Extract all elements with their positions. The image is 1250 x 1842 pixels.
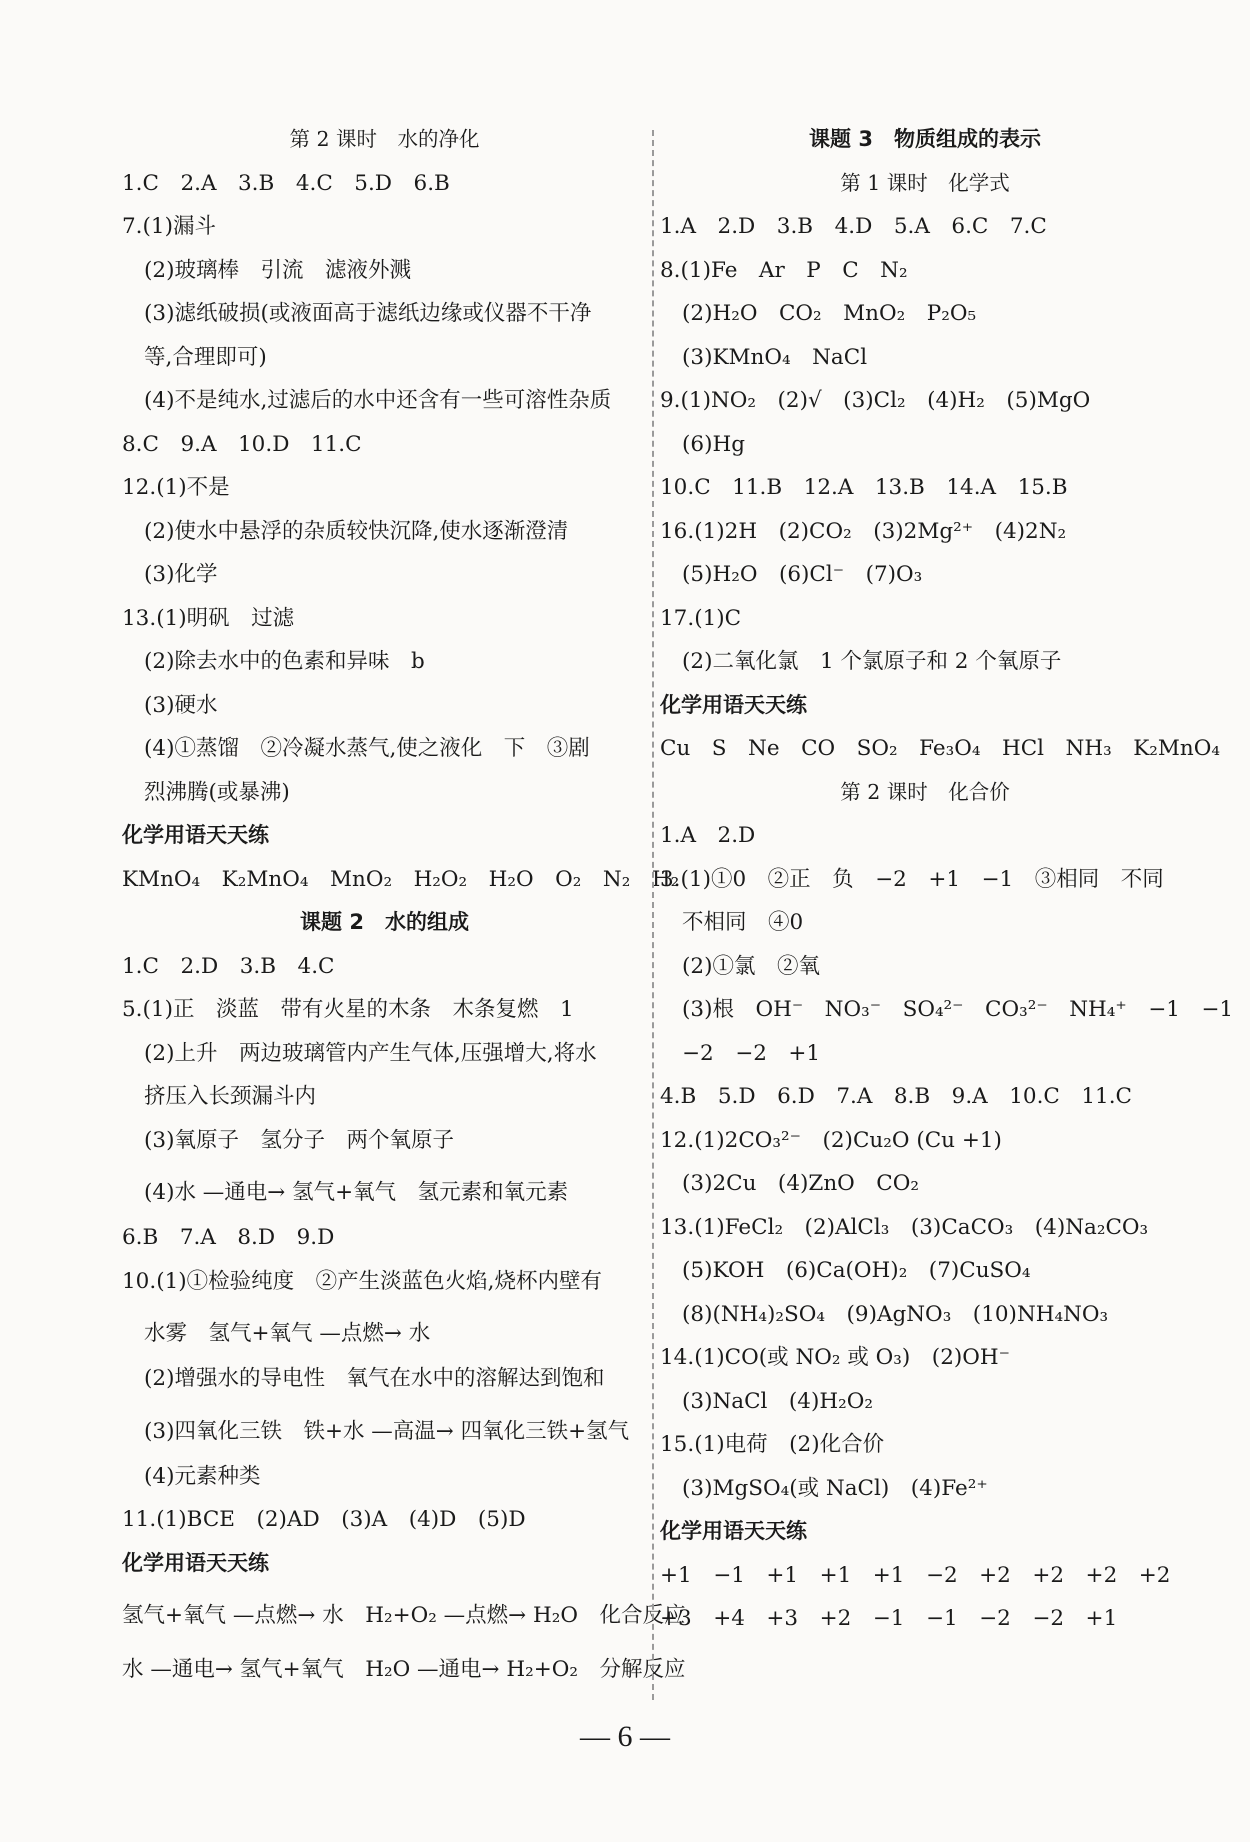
answer-13-4a: (4)①蒸馏 ②冷凝水蒸气,使之液化 下 ③剧 bbox=[144, 736, 590, 761]
answer-10-1b: 水雾 氢气+氧气 —点燃→ 水 bbox=[144, 1321, 431, 1346]
r2-answer-3-2: (2)①氯 ②氧 bbox=[682, 953, 820, 979]
right-column bbox=[660, 118, 1234, 1641]
answer-5-2a: (2)上升 两边玻璃管内产生气体,压强增大,将水 bbox=[144, 1040, 597, 1066]
answer-7-3b: 等,合理即可) bbox=[144, 344, 267, 370]
r-answer-9b: (6)Hg bbox=[682, 431, 745, 457]
left-practice-eq-1: 氢气+氧气 —点燃→ 水 H₂+O₂ —点燃→ H₂O 化合反应 bbox=[122, 1603, 686, 1628]
answer-7-3a: (3)滤纸破损(或液面高于滤纸边缘或仪器不干净 bbox=[144, 301, 592, 326]
answer-10-2: (2)增强水的导电性 氧气在水中的溶解达到饱和 bbox=[144, 1366, 605, 1391]
topic-2-answers-1-4: 1.C 2.D 3.B 4.C bbox=[122, 953, 335, 979]
topic-3-heading: 课题 3 物质组成的表示 bbox=[809, 127, 1041, 151]
r2-answer-13a: 13.(1)FeCl₂ (2)AlCl₃ (3)CaCO₃ (4)Na₂CO₃ bbox=[660, 1214, 1149, 1240]
answers-1-6: 1.C 2.A 3.B 4.C 5.D 6.B bbox=[122, 170, 450, 196]
right-lesson-1-heading: 第 1 课时 化学式 bbox=[840, 170, 1010, 195]
r2-answer-15b: (3)MgSO₄(或 NaCl) (4)Fe²⁺ bbox=[682, 1475, 988, 1501]
left-column bbox=[122, 118, 686, 1693]
answer-10-3: (3)四氧化三铁 铁+水 —高温→ 四氧化三铁+氢气 bbox=[144, 1418, 630, 1444]
answer-11: 11.(1)BCE (2)AD (3)A (4)D (5)D bbox=[122, 1507, 526, 1532]
r2-answer-13c: (8)(NH₄)₂SO₄ (9)AgNO₃ (10)NH₄NO₃ bbox=[682, 1301, 1109, 1327]
answer-5-3: (3)氧原子 氢分子 两个氧原子 bbox=[144, 1127, 454, 1153]
answer-12-1: 12.(1)不是 bbox=[122, 475, 230, 500]
column-divider bbox=[652, 130, 654, 1700]
left-practice-formulas-1: KMnO₄ K₂MnO₄ MnO₂ H₂O₂ H₂O O₂ N₂ H₂ bbox=[122, 866, 680, 892]
r-answers-1-7: 1.A 2.D 3.B 4.D 5.A 6.C 7.C bbox=[660, 214, 1047, 239]
r2-answer-3-3a: (3)根 OH⁻ NO₃⁻ SO₄²⁻ CO₃²⁻ NH₄⁺ −1 −1 bbox=[682, 997, 1234, 1022]
right-lesson-2-heading: 第 2 课时 化合价 bbox=[840, 779, 1010, 804]
left-practice-eq-2: 水 —通电→ 氢气+氧气 H₂O —通电→ H₂+O₂ 分解反应 bbox=[122, 1657, 686, 1682]
page-number: — 6 — bbox=[580, 1720, 670, 1753]
answer-10-4: (4)元素种类 bbox=[144, 1463, 261, 1489]
r2-answer-13b: (5)KOH (6)Ca(OH)₂ (7)CuSO₄ bbox=[682, 1258, 1031, 1283]
answer-13-2: (2)除去水中的色素和异味 b bbox=[144, 649, 425, 674]
answers-8-11: 8.C 9.A 10.D 11.C bbox=[122, 431, 362, 457]
answer-13-1: 13.(1)明矾 过滤 bbox=[122, 605, 295, 631]
r-answer-8-1: 8.(1)Fe Ar P C N₂ bbox=[660, 257, 908, 283]
right-practice-valences-2: +3 +4 +3 +2 −1 −1 −2 −2 +1 bbox=[660, 1606, 1118, 1631]
r-answers-10-15: 10.C 11.B 12.A 13.B 14.A 15.B bbox=[660, 475, 1068, 500]
right-practice-heading-1: 化学用语天天练 bbox=[660, 692, 807, 717]
r-answer-16a: 16.(1)2H (2)CO₂ (3)2Mg²⁺ (4)2N₂ bbox=[660, 518, 1067, 544]
r-answer-8-2: (2)H₂O CO₂ MnO₂ P₂O₅ bbox=[682, 301, 977, 326]
answer-7-4: (4)不是纯水,过滤后的水中还含有一些可溶性杂质 bbox=[144, 388, 612, 413]
r-answer-9a: 9.(1)NO₂ (2)√ (3)Cl₂ (4)H₂ (5)MgO bbox=[660, 388, 1091, 413]
left-practice-heading-2: 化学用语天天练 bbox=[122, 1550, 269, 1575]
left-lesson-2-heading: 第 2 课时 水的净化 bbox=[289, 127, 480, 151]
answer-10-1a: 10.(1)①检验纯度 ②产生淡蓝色火焰,烧杯内壁有 bbox=[122, 1268, 602, 1294]
answer-7-1: 7.(1)漏斗 bbox=[122, 214, 216, 239]
r2-answer-12b: (3)2Cu (4)ZnO CO₂ bbox=[682, 1171, 919, 1196]
r2-answer-14a: 14.(1)CO(或 NO₂ 或 O₃) (2)OH⁻ bbox=[660, 1345, 1010, 1370]
answer-5-2b: 挤压入长颈漏斗内 bbox=[144, 1084, 317, 1109]
answer-12-2: (2)使水中悬浮的杂质较快沉降,使水逐渐澄清 bbox=[144, 518, 569, 544]
r2-answer-12a: 12.(1)2CO₃²⁻ (2)Cu₂O (Cu +1) bbox=[660, 1127, 1002, 1153]
r2-answer-14b: (3)NaCl (4)H₂O₂ bbox=[682, 1388, 873, 1414]
r2-answer-3-3b: −2 −2 +1 bbox=[682, 1040, 821, 1066]
answer-13-4b: 烈沸腾(或暴沸) bbox=[144, 779, 290, 805]
topic-2-answers-6-9: 6.B 7.A 8.D 9.D bbox=[122, 1225, 335, 1250]
r2-answers-4-11: 4.B 5.D 6.D 7.A 8.B 9.A 10.C 11.C bbox=[660, 1084, 1132, 1109]
r2-answer-3-1a: 3.(1)①0 ②正 负 −2 +1 −1 ③相同 不同 bbox=[660, 866, 1164, 892]
answer-7-2: (2)玻璃棒 引流 滤液外溅 bbox=[144, 257, 411, 283]
left-practice-heading-1: 化学用语天天练 bbox=[122, 823, 269, 847]
r-answer-8-3: (3)KMnO₄ NaCl bbox=[682, 344, 868, 370]
r-answer-16b: (5)H₂O (6)Cl⁻ (7)O₃ bbox=[682, 562, 923, 587]
topic-2-heading: 课题 2 水的组成 bbox=[300, 910, 469, 934]
answer-5-4: (4)水 —通电→ 氢气+氧气 氢元素和氧元素 bbox=[144, 1180, 569, 1205]
answer-13-3: (3)硬水 bbox=[144, 692, 218, 718]
answer-5-1: 5.(1)正 淡蓝 带有火星的木条 木条复燃 1 bbox=[122, 997, 574, 1022]
r2-answer-3-1b: 不相同 ④0 bbox=[682, 910, 804, 935]
right-practice-heading-2: 化学用语天天练 bbox=[660, 1519, 807, 1543]
r-answer-17-1: 17.(1)C bbox=[660, 605, 742, 631]
right-practice-formulas-1: Cu S Ne CO SO₂ Fe₃O₄ HCl NH₃ K₂MnO₄ bbox=[660, 736, 1220, 761]
r2-answer-15a: 15.(1)电荷 (2)化合价 bbox=[660, 1432, 885, 1457]
right-practice-valences-1: +1 −1 +1 +1 +1 −2 +2 +2 +2 +2 bbox=[660, 1562, 1171, 1588]
r-answer-17-2: (2)二氧化氯 1 个氯原子和 2 个氧原子 bbox=[682, 649, 1062, 674]
r2-answers-1-2: 1.A 2.D bbox=[660, 823, 756, 848]
answer-12-3: (3)化学 bbox=[144, 562, 218, 587]
